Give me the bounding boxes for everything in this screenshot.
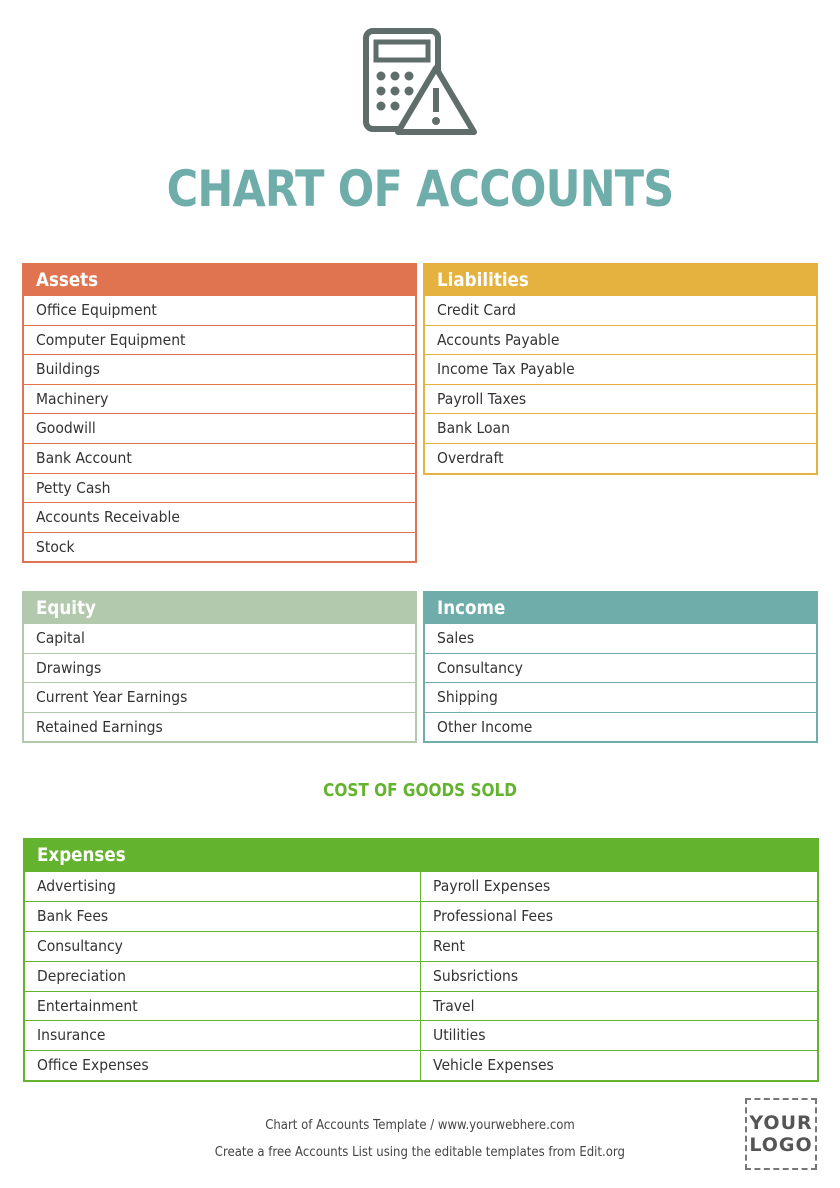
- list-item: Capital: [24, 623, 415, 653]
- list-item: Income Tax Payable: [425, 354, 816, 384]
- equity-header: Equity: [24, 593, 415, 623]
- liabilities-table: [423, 263, 818, 475]
- assets-table: [22, 263, 417, 563]
- list-item: Goodwill: [24, 413, 415, 443]
- list-item: Advertising: [25, 871, 420, 901]
- list-item: Office Equipment: [24, 295, 415, 325]
- liabilities-header: Liabilities: [425, 265, 816, 295]
- list-item: Payroll Expenses: [421, 871, 817, 901]
- list-item: Buildings: [24, 354, 415, 384]
- list-item: Stock: [24, 532, 415, 562]
- list-item: Entertainment: [25, 991, 420, 1021]
- list-item: Insurance: [25, 1020, 420, 1050]
- list-item: Other Income: [425, 712, 816, 742]
- list-item: Vehicle Expenses: [421, 1050, 817, 1080]
- list-item: Consultancy: [25, 931, 420, 961]
- list-item: Sales: [425, 623, 816, 653]
- assets-header: Assets: [24, 265, 415, 295]
- list-item: Accounts Receivable: [24, 502, 415, 532]
- list-item: Utilities: [421, 1020, 817, 1050]
- equity-table: [22, 591, 417, 743]
- list-item: Machinery: [24, 384, 415, 414]
- cogs-heading: COST OF GOODS SOLD: [323, 780, 517, 801]
- list-item: Bank Loan: [425, 413, 816, 443]
- footer-template-text: Chart of Accounts Template / www.yourwebhere.com: [265, 1118, 575, 1133]
- list-item: Depreciation: [25, 961, 420, 991]
- expenses-header: Expenses: [25, 840, 817, 871]
- list-item: Subsrictions: [421, 961, 817, 991]
- list-item: Drawings: [24, 653, 415, 683]
- footer-promo-text: Create a free Accounts List using the editable templates from Edit.org: [214, 1145, 626, 1160]
- income-table: [423, 591, 818, 743]
- list-item: Office Expenses: [25, 1050, 420, 1080]
- list-item: Payroll Taxes: [425, 384, 816, 414]
- logo-placeholder: [745, 1098, 817, 1170]
- list-item: Shipping: [425, 682, 816, 712]
- logo-line-1: YOUR: [749, 1112, 813, 1134]
- list-item: Professional Fees: [421, 901, 817, 931]
- list-item: Credit Card: [425, 295, 816, 325]
- list-item: Travel: [421, 991, 817, 1021]
- list-item: Overdraft: [425, 443, 816, 473]
- logo-line-2: LOGO: [749, 1134, 813, 1156]
- list-item: Current Year Earnings: [24, 682, 415, 712]
- calculator-warning-icon: [360, 28, 480, 140]
- expenses-table: [23, 838, 819, 1082]
- list-item: Bank Fees: [25, 901, 420, 931]
- list-item: Retained Earnings: [24, 712, 415, 742]
- list-item: Petty Cash: [24, 473, 415, 503]
- page-title: CHART OF ACCOUNTS: [166, 160, 674, 218]
- list-item: Bank Account: [24, 443, 415, 473]
- expenses-left-column: [25, 871, 421, 1080]
- list-item: Rent: [421, 931, 817, 961]
- list-item: Accounts Payable: [425, 325, 816, 355]
- list-item: Consultancy: [425, 653, 816, 683]
- income-header: Income: [425, 593, 816, 623]
- list-item: Computer Equipment: [24, 325, 415, 355]
- expenses-right-column: [421, 871, 817, 1080]
